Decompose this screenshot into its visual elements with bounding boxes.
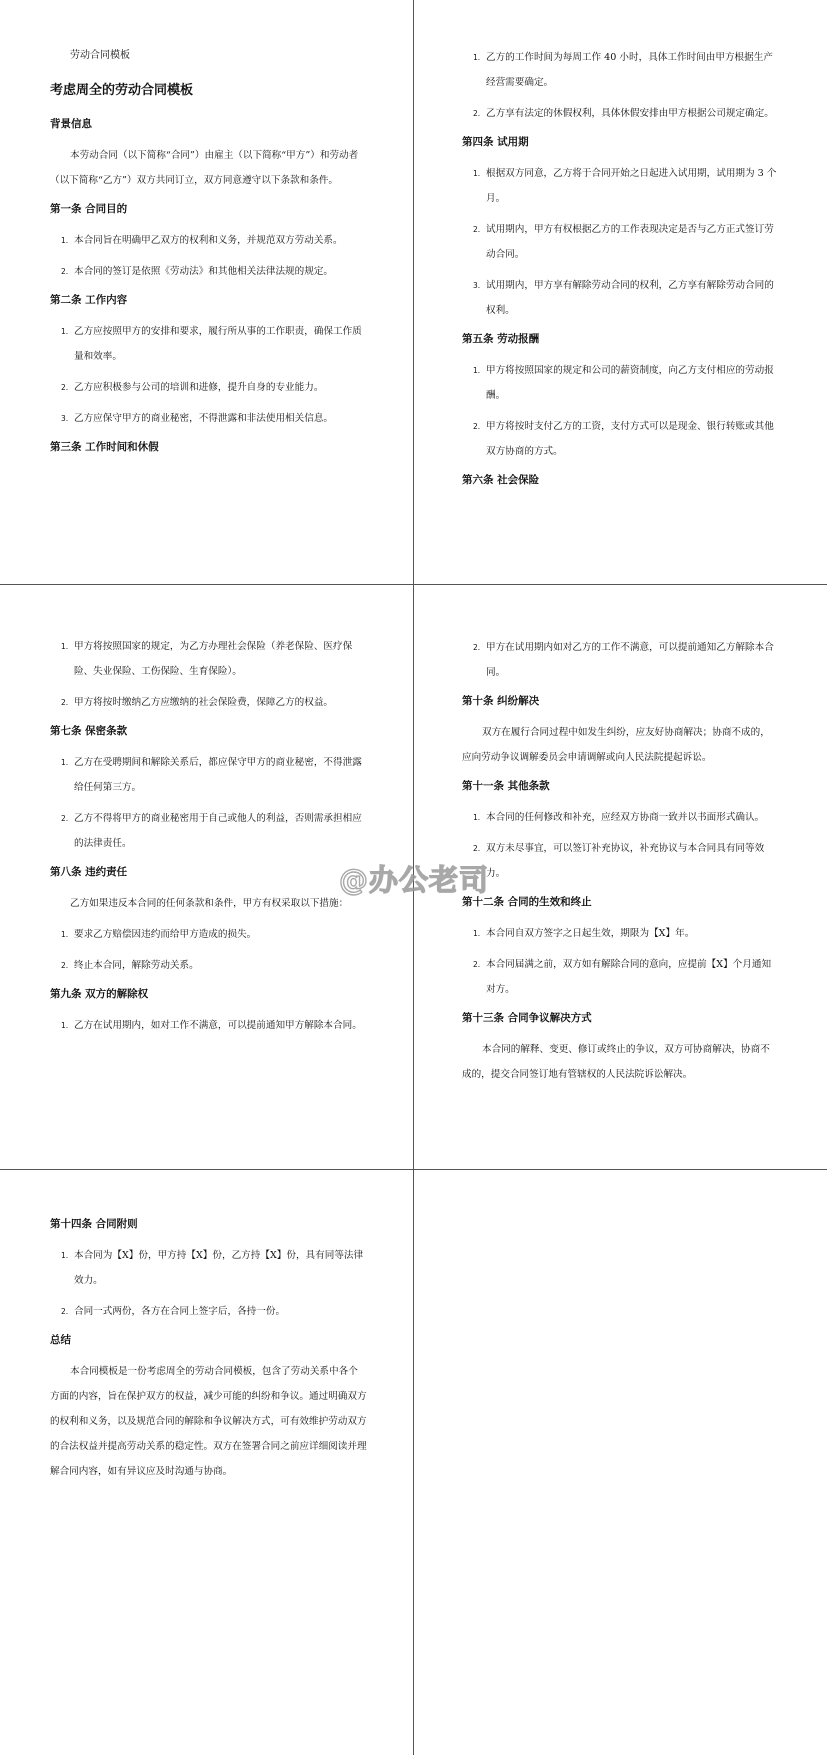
article-8-text: 乙方如果违反本合同的任何条款和条件，甲方有权采取以下措施： <box>70 898 349 909</box>
list-item: 1. 乙方的工作时间为每周工作 40 小时，具体工作时间由甲方根据生产经营需要确定。 <box>473 52 773 88</box>
page-6-blank <box>414 1170 827 1755</box>
list-item: 1. 根据双方同意，乙方将于合同开始之日起进入试用期，试用期为 3 个月。 <box>473 168 777 204</box>
list-item: 2. 合同一式两份，各方在合同上签字后，各持一份。 <box>61 1306 286 1317</box>
article-6-list <box>50 634 367 715</box>
article-4-heading: 第四条 试用期 <box>462 136 529 148</box>
list-item: 1. 本合同旨在明确甲乙双方的权利和义务，并规范双方劳动关系。 <box>61 235 343 246</box>
list-item: 1. 乙方在试用期内，如对工作不满意，可以提前通知甲方解除本合同。 <box>61 1020 362 1031</box>
article-1-heading: 第一条 合同目的 <box>50 203 128 215</box>
article-7-heading: 第七条 保密条款 <box>50 725 128 737</box>
article-12-heading: 第十二条 合同的生效和终止 <box>462 896 592 908</box>
article-9-list <box>50 1013 367 1038</box>
article-1-list <box>50 228 367 284</box>
article-9-list-continued <box>462 635 779 685</box>
background-heading: 背景信息 <box>50 118 92 130</box>
article-5-list <box>462 358 779 464</box>
article-10-heading: 第十条 纠纷解决 <box>462 695 540 707</box>
article-4-list <box>462 161 779 323</box>
article-6-heading: 第六条 社会保险 <box>462 474 540 486</box>
article-12-list <box>462 921 779 1002</box>
list-item: 3. 试用期内，甲方享有解除劳动合同的权利，乙方享有解除劳动合同的权利。 <box>473 280 774 316</box>
list-item: 1. 本合同的任何修改和补充，应经双方协商一致并以书面形式确认。 <box>473 812 765 823</box>
article-11-heading: 第十一条 其他条款 <box>462 780 550 792</box>
article-5-heading: 第五条 劳动报酬 <box>462 333 540 345</box>
article-9-heading: 第九条 双方的解除权 <box>50 988 149 1000</box>
background-text: 本劳动合同（以下简称“合同”）由雇主（以下简称“甲方”）和劳动者（以下简称“乙方”）双方共同订立，双方同意遵守以下条款和条件。 <box>50 150 359 186</box>
article-7-list <box>50 750 367 856</box>
page-1 <box>0 0 414 585</box>
article-2-list <box>50 319 367 431</box>
article-14-heading: 第十四条 合同附则 <box>50 1218 138 1230</box>
article-8-heading: 第八条 违约责任 <box>50 866 128 878</box>
list-item: 2. 乙方享有法定的休假权利，具体休假安排由甲方根据公司规定确定。 <box>473 108 774 119</box>
list-item: 1. 甲方将按照国家的规定，为乙方办理社会保险（养老保险、医疗保险、失业保险、工伤保险、生育保险）。 <box>61 641 353 677</box>
list-item: 1. 本合同为【X】份，甲方持【X】份，乙方持【X】份，具有同等法律效力。 <box>61 1250 364 1286</box>
list-item: 2. 试用期内，甲方有权根据乙方的工作表现决定是否与乙方正式签订劳动合同。 <box>473 224 774 260</box>
article-13-heading: 第十三条 合同争议解决方式 <box>462 1012 592 1024</box>
article-13-text: 本合同的解释、变更、修订或终止的争议，双方可协商解决，协商不成的，提交合同签订地有管辖权的人民法院诉讼解决。 <box>462 1044 770 1080</box>
summary-heading: 总结 <box>50 1334 71 1346</box>
list-item: 2. 甲方将按时缴纳乙方应缴纳的社会保险费，保障乙方的权益。 <box>61 697 334 708</box>
article-8-list <box>50 922 367 978</box>
list-item: 2. 终止本合同，解除劳动关系。 <box>61 960 199 971</box>
doc-label: 劳动合同模板 <box>70 50 130 61</box>
list-item: 2. 双方未尽事宜，可以签订补充协议，补充协议与本合同具有同等效力。 <box>473 843 765 879</box>
article-11-list <box>462 805 779 886</box>
article-10-text: 双方在履行合同过程中如发生纠纷，应友好协商解决；协商不成的，应向劳动争议调解委员会申请调解或向人民法院提起诉讼。 <box>462 727 770 763</box>
summary-text: 本合同模板是一份考虑周全的劳动合同模板，包含了劳动关系中各个方面的内容，旨在保护双方的权益，减少可能的纠纷和争议。通过明确双方的权利和义务，以及规范合同的解除和争议解决方式，可有效维护劳动双方的合法权益并提高劳动关系的稳定性。双方在签署合同之前应详细阅读并理解合同内容，如有异议应及时沟通与协商。 <box>50 1366 367 1477</box>
list-item: 2. 乙方应积极参与公司的培训和进修，提升自身的专业能力。 <box>61 382 324 393</box>
list-item: 2. 本合同的签订是依照《劳动法》和其他相关法律法规的规定。 <box>61 266 334 277</box>
list-item: 1. 要求乙方赔偿因违约而给甲方造成的损失。 <box>61 929 257 940</box>
page-5 <box>0 1170 414 1755</box>
article-3-list <box>462 45 779 126</box>
list-item: 2. 甲方在试用期内如对乙方的工作不满意，可以提前通知乙方解除本合同。 <box>473 642 774 678</box>
list-item: 1. 甲方将按照国家的规定和公司的薪资制度，向乙方支付相应的劳动报酬。 <box>473 365 774 401</box>
list-item: 1. 本合同自双方签字之日起生效，期限为【X】年。 <box>473 928 695 939</box>
doc-title: 考虑周全的劳动合同模板 <box>50 83 194 98</box>
list-item: 3. 乙方应保守甲方的商业秘密，不得泄露和非法使用相关信息。 <box>61 413 334 424</box>
list-item: 2. 乙方不得将甲方的商业秘密用于自己或他人的利益，否则需承担相应的法律责任。 <box>61 813 362 849</box>
list-item: 1. 乙方应按照甲方的安排和要求，履行所从事的工作职责，确保工作质量和效率。 <box>61 326 362 362</box>
article-14-list <box>50 1243 367 1324</box>
list-item: 2. 本合同届满之前，双方如有解除合同的意向，应提前【X】个月通知对方。 <box>473 959 772 995</box>
list-item: 1. 乙方在受聘期间和解除关系后，都应保守甲方的商业秘密，不得泄露给任何第三方。 <box>61 757 362 793</box>
page-2 <box>414 0 827 585</box>
list-item: 2. 甲方将按时支付乙方的工资，支付方式可以是现金、银行转账或其他双方协商的方式。 <box>473 421 774 457</box>
article-2-heading: 第二条 工作内容 <box>50 294 128 306</box>
watermark: @办公老司 <box>338 862 489 897</box>
article-3-heading: 第三条 工作时间和休假 <box>50 441 159 453</box>
